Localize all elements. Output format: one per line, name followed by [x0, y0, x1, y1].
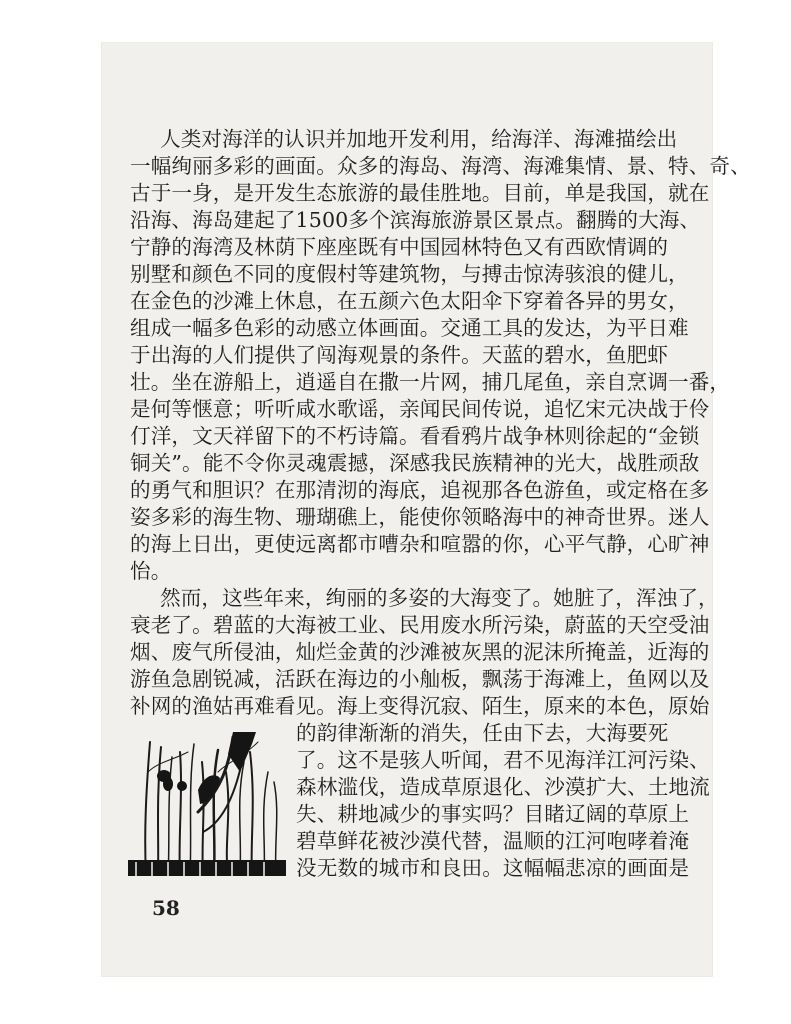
text-line: 然而，这些年来，绚丽的多姿的大海变了。她脏了，浑浊了， [160, 586, 719, 610]
text-line: 的海上日出，更使远离都市嘈杂和喧嚣的你，心平气静，心旷神 [130, 532, 710, 556]
text-line: 古于一身，是开发生态旅游的最佳胜地。目前，单是我国，就在 [130, 181, 710, 205]
text-line: 失、耕地减少的事实吗？目睹辽阔的草原上 [296, 802, 690, 826]
text-line: 人类对海洋的认识并加地开发利用，给海洋、海滩描绘出 [160, 127, 678, 151]
text-line: 碧草鲜花被沙漠代替，温顺的江河咆哮着淹 [296, 829, 690, 853]
text-line: 游鱼急剧锐减，活跃在海边的小舢板，飘荡于海滩上，鱼网以及 [130, 667, 710, 691]
text-line: 在金色的沙滩上休息，在五颜六色太阳伞下穿着各异的男女， [130, 289, 689, 313]
tree-sketch-icon [128, 732, 286, 876]
text-line: 是何等惬意；听听咸水歌谣，亲闻民间传说，追忆宋元决战于伶 [130, 397, 710, 421]
text-line: 没无数的城市和良田。这幅幅悲凉的画面是 [296, 856, 690, 880]
text-line: 补网的渔姑再难看见。海上变得沉寂、陌生，原来的本色，原始 [130, 694, 710, 718]
text-line: 仃洋，文天祥留下的不朽诗篇。看看鸦片战争林则徐起的“金锁 [130, 424, 700, 448]
text-line: 组成一幅多色彩的动感立体画面。交通工具的发达，为平日难 [130, 316, 689, 340]
text-line: 铜关”。能不令你灵魂震撼，深感我民族精神的光大，战胜顽敌 [130, 451, 700, 475]
tree-illustration [128, 732, 286, 876]
text-line: 别墅和颜色不同的度假村等建筑物，与搏击惊涛骇浪的健儿， [130, 262, 689, 286]
text-line: 怡。 [130, 559, 172, 583]
text-line: 森林滥伐，造成草原退化、沙漠扩大、土地流 [296, 775, 710, 799]
text-line: 的勇气和胆识？在那清沏的海底，追视那各色游鱼，或定格在多 [130, 478, 710, 502]
text-line: 姿多彩的海生物、珊瑚礁上，能使你领略海中的神奇世界。迷人 [130, 505, 710, 529]
text-line: 的韵律渐渐的消失，任由下去，大海要死 [296, 721, 669, 745]
text-line: 于出海的人们提供了闯海观景的条件。天蓝的碧水，鱼肥虾 [130, 343, 669, 367]
text-line: 壮。坐在游船上，逍遥自在撒一片网，捕几尾鱼，亲自烹调一番， [130, 370, 731, 394]
text-line: 沿海、海岛建起了1500多个滨海旅游景区景点。翻腾的大海、 [130, 208, 701, 232]
text-line: 烟、废气所侵油，灿烂金黄的沙滩被灰黑的泥沫所掩盖，近海的 [130, 640, 710, 664]
text-line: 衰老了。碧蓝的大海被工业、民用废水所污染，蔚蓝的天空受油 [130, 613, 710, 637]
text-line: 宁静的海湾及林荫下座座既有中国园林特色又有西欧情调的 [130, 235, 669, 259]
page-number: 58 [152, 896, 180, 920]
text-line: 一幅绚丽多彩的画面。众多的海岛、海湾、海滩集情、景、特、奇、 [130, 154, 751, 178]
text-line: 了。这不是骇人听闻，君不见海洋江河污染、 [296, 748, 710, 772]
